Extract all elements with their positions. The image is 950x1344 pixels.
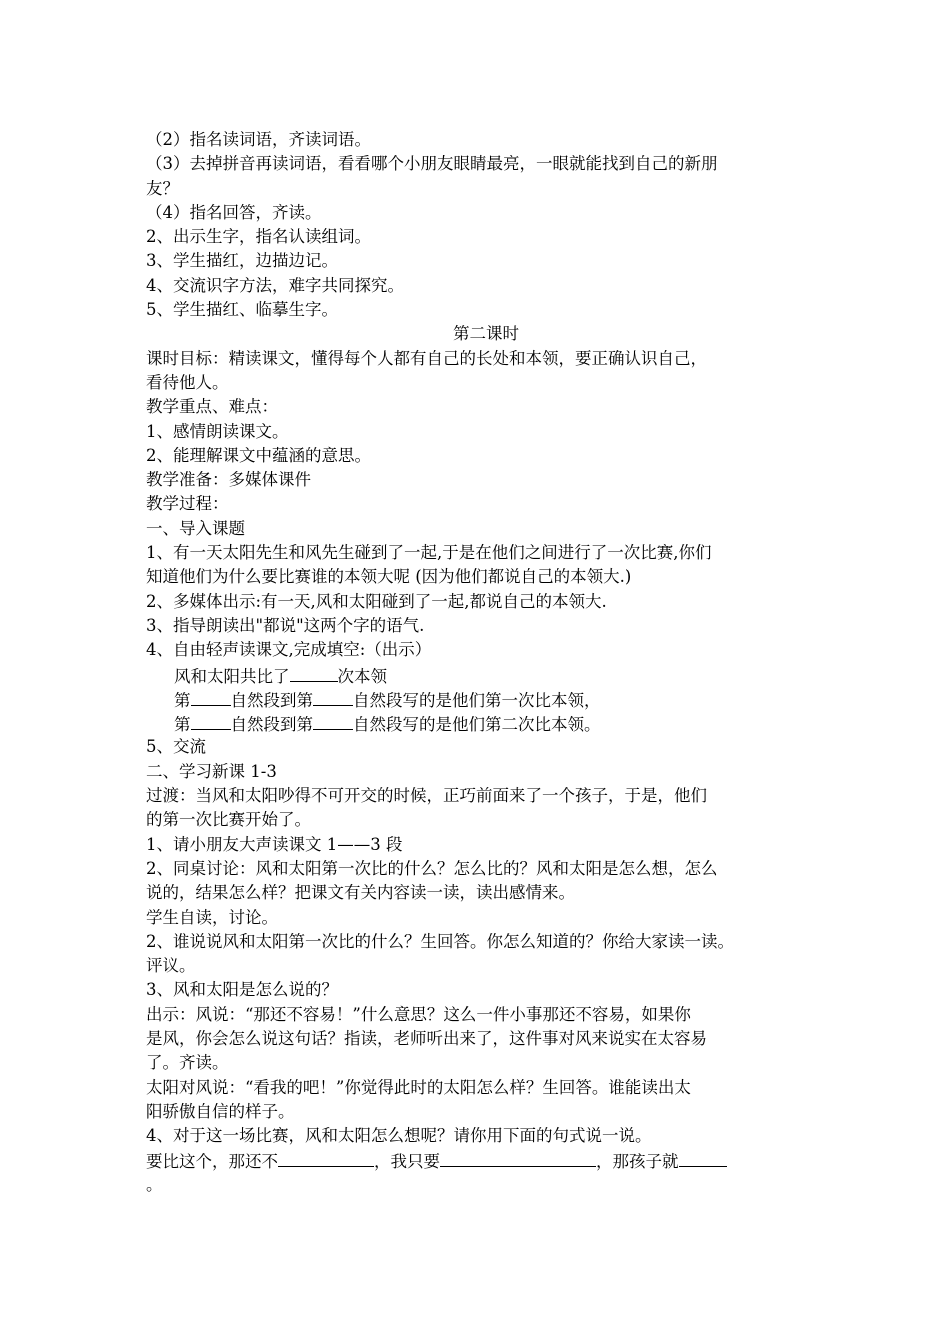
- text-line: 2、谁说说风和太阳第一次比的什么？生回答。你怎么知道的？你给大家读一读。: [146, 931, 734, 951]
- text-line: 二、学习新课 1-3: [146, 761, 277, 781]
- blank-field: [191, 711, 231, 730]
- text-line: 3、风和太阳是怎么说的？: [146, 980, 338, 1000]
- section-heading: 第二课时: [453, 324, 519, 344]
- text-line: 2、能理解课文中蕴涵的意思。: [146, 445, 371, 465]
- fill-blank-line: [146, 663, 826, 687]
- blank-field: [440, 1148, 596, 1167]
- text-line: 3、学生描红，边描边记。: [146, 251, 338, 271]
- text-fragment: 自然段到第: [230, 690, 313, 710]
- text-line: 评议。: [146, 956, 196, 976]
- text-line: 过渡：当风和太阳吵得不可开交的时候，正巧前面来了一个孩子，于是，他们: [146, 786, 707, 806]
- text-line: 课时目标：精读课文，懂得每个人都有自己的长处和本领，要正确认识自己，: [146, 348, 707, 368]
- text-line: （4）指名回答，齐读。: [146, 202, 322, 222]
- text-line: 3、指导朗读出"都说"这两个字的语气.: [146, 615, 425, 635]
- text-line: （2）指名读词语，齐读词语。: [146, 130, 371, 149]
- document-body: [146, 128, 826, 1197]
- text-line: （3）去掉拼音再读词语，看看哪个小朋友眼睛最亮，一眼就能找到自己的新朋: [146, 154, 718, 174]
- text-line: 了。齐读。: [146, 1053, 229, 1073]
- blank-field: [679, 1148, 727, 1167]
- text-line: 2、多媒体出示:有一天,风和太阳碰到了一起,都说自己的本领大.: [146, 591, 607, 611]
- text-fragment: 自然段写的是他们第二次比本领。: [353, 715, 601, 735]
- blank-field: [313, 711, 353, 730]
- text-line: 1、有一天太阳先生和风先生碰到了一起,于是在他们之间进行了一次比赛,你们: [146, 543, 712, 563]
- fill-blank-line: [146, 687, 826, 711]
- text-fragment: 自然段到第: [230, 715, 313, 735]
- text-fragment: 第: [174, 690, 191, 710]
- text-line: 4、自由轻声读课文,完成填空:（出示）: [146, 640, 432, 660]
- text-line: 教学过程：: [146, 494, 229, 514]
- text-line: 的第一次比赛开始了。: [146, 810, 311, 830]
- blank-field: [278, 1148, 374, 1167]
- text-line: 2、同桌讨论：风和太阳第一次比的什么？怎么比的？风和太阳是怎么想，怎么: [146, 858, 718, 878]
- text-line: 4、对于这一场比赛，风和太阳怎么想呢？请你用下面的句式说一说。: [146, 1126, 652, 1146]
- text-fragment: 次本领: [337, 666, 387, 686]
- text-line: 教学准备：多媒体课件: [146, 470, 311, 490]
- text-line: 。: [146, 1174, 163, 1194]
- text-line: 说的，结果怎么样？把课文有关内容读一读，读出感情来。: [146, 883, 575, 903]
- blank-field: [290, 663, 338, 682]
- text-line: 1、感情朗读课文。: [146, 421, 289, 441]
- text-line: 一、导入课题: [146, 518, 245, 538]
- text-line: 2、出示生字，指名认读组词。: [146, 227, 371, 247]
- text-line: 1、请小朋友大声读课文 1——3 段: [146, 834, 403, 854]
- text-line: 教学重点、难点：: [146, 397, 278, 417]
- text-fragment: ，那孩子就: [596, 1152, 679, 1172]
- text-line: 友？: [146, 178, 179, 198]
- text-line: 是风，你会怎么说这句话？指读，老师听出来了，这件事对风来说实在太容易: [146, 1028, 707, 1048]
- text-line: 4、交流识字方法，难字共同探究。: [146, 275, 404, 295]
- blank-field: [191, 687, 231, 706]
- text-fragment: 第: [174, 715, 191, 735]
- text-line: 5、学生描红、临摹生字。: [146, 300, 338, 320]
- text-line: 阳骄傲自信的样子。: [146, 1101, 295, 1121]
- blank-field: [313, 687, 353, 706]
- text-line: 看待他人。: [146, 372, 229, 392]
- text-fragment: 要比这个，那还不: [146, 1152, 278, 1172]
- text-line: 学生自读，讨论。: [146, 907, 278, 927]
- text-fragment: ，我只要: [374, 1152, 440, 1172]
- text-line: 5、交流: [146, 737, 206, 757]
- text-line: 知道他们为什么要比赛谁的本领大呢 (因为他们都说自己的本领大.): [146, 567, 632, 587]
- fill-blank-line: [146, 1148, 826, 1172]
- text-fragment: 自然段写的是他们第一次比本领，: [353, 690, 601, 710]
- text-line: 出示：风说：“那还不容易！”什么意思？这么一件小事那还不容易，如果你: [146, 1004, 691, 1024]
- fill-blank-line: [146, 711, 826, 735]
- text-fragment: 风和太阳共比了: [174, 666, 290, 686]
- text-line: 太阳对风说：“看我的吧！”你觉得此时的太阳怎么样？生回答。谁能读出太: [146, 1077, 691, 1097]
